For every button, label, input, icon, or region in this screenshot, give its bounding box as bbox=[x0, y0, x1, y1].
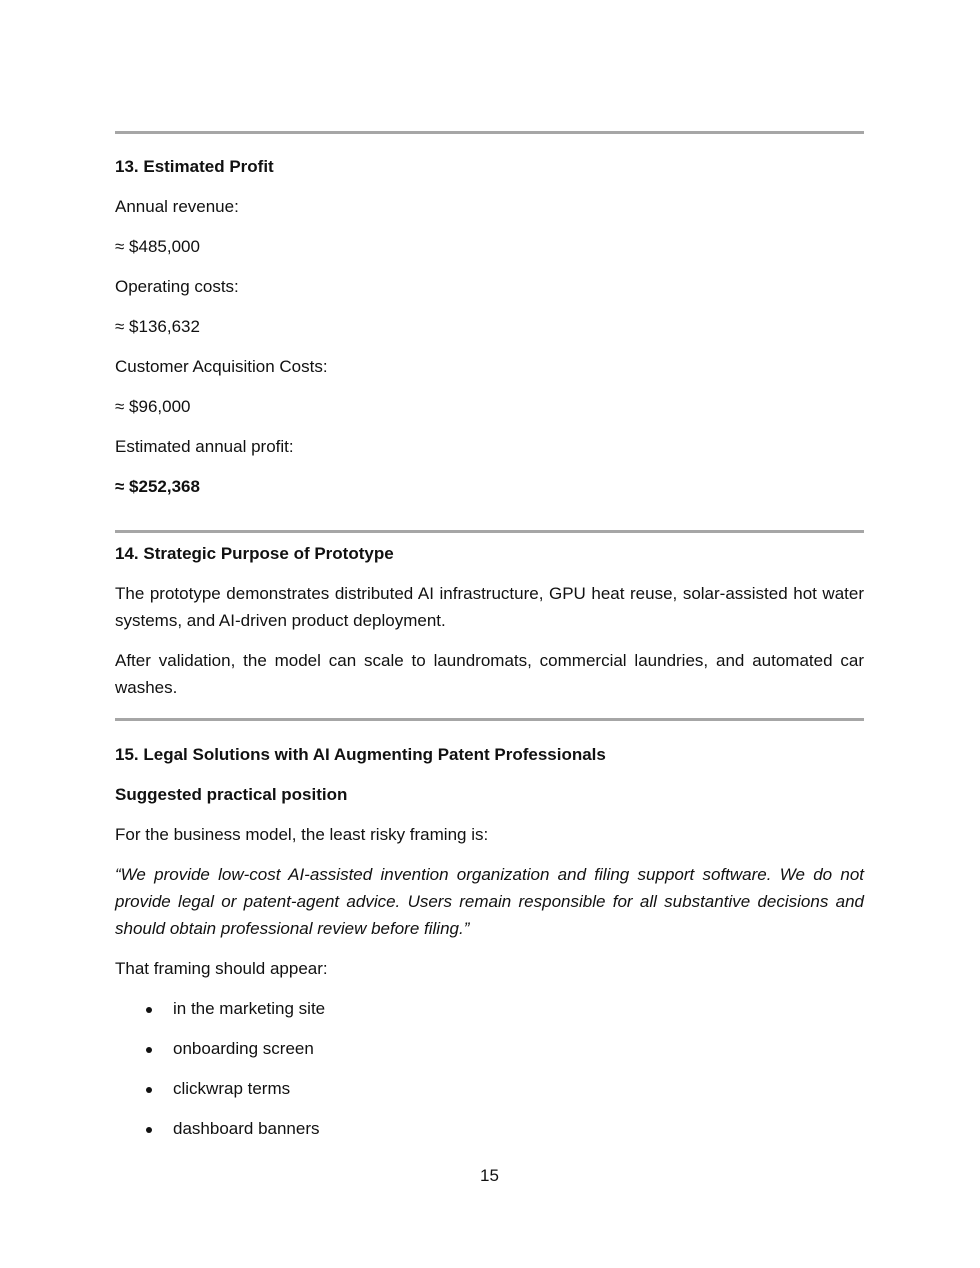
section-15-intro: For the business model, the least risky framing is: bbox=[115, 825, 489, 844]
document-page bbox=[115, 0, 865, 1268]
appear-label: That framing should appear: bbox=[115, 959, 328, 978]
cac-value: ≈ $96,000 bbox=[115, 397, 191, 416]
section-14-paragraph-2: After validation, the model can scale to laundromats, commercial laundries, and automated car washes. bbox=[115, 651, 864, 697]
list-item-text: clickwrap terms bbox=[173, 1079, 291, 1098]
section-14-heading: 14. Strategic Purpose of Prototype bbox=[115, 544, 394, 563]
section-13-heading: 13. Estimated Profit bbox=[115, 157, 274, 176]
operating-costs-value: ≈ $136,632 bbox=[115, 317, 200, 336]
section-divider bbox=[115, 718, 864, 721]
profit-label: Estimated annual profit: bbox=[115, 437, 294, 456]
profit-value: ≈ $252,368 bbox=[115, 477, 200, 496]
bullet-icon bbox=[146, 1047, 152, 1053]
bullet-icon bbox=[146, 1127, 152, 1133]
list-item-text: onboarding screen bbox=[173, 1039, 314, 1058]
section-divider bbox=[115, 530, 864, 533]
bullet-icon bbox=[146, 1087, 152, 1093]
section-15-subheading: Suggested practical position bbox=[115, 785, 348, 804]
section-14-paragraph-1: The prototype demonstrates distributed AI infrastructure, GPU heat reuse, solar-assisted hot water systems, and AI-driven product deployment. bbox=[115, 584, 864, 630]
cac-label: Customer Acquisition Costs: bbox=[115, 357, 328, 376]
annual-revenue-label: Annual revenue: bbox=[115, 197, 239, 216]
list-item-text: dashboard banners bbox=[173, 1119, 320, 1138]
bullet-icon bbox=[146, 1007, 152, 1013]
framing-quote: “We provide low-cost AI-assisted invention organization and filing support software. We do not provide legal or patent-agent advice. Users remain responsible for all substantive decisions and should obtain professional review before filing.” bbox=[115, 865, 864, 938]
section-15-heading: 15. Legal Solutions with AI Augmenting Patent Professionals bbox=[115, 745, 606, 764]
operating-costs-label: Operating costs: bbox=[115, 277, 239, 296]
page-number: 15 bbox=[480, 1166, 499, 1185]
annual-revenue-value: ≈ $485,000 bbox=[115, 237, 200, 256]
section-divider bbox=[115, 131, 864, 134]
list-item-text: in the marketing site bbox=[173, 999, 326, 1018]
